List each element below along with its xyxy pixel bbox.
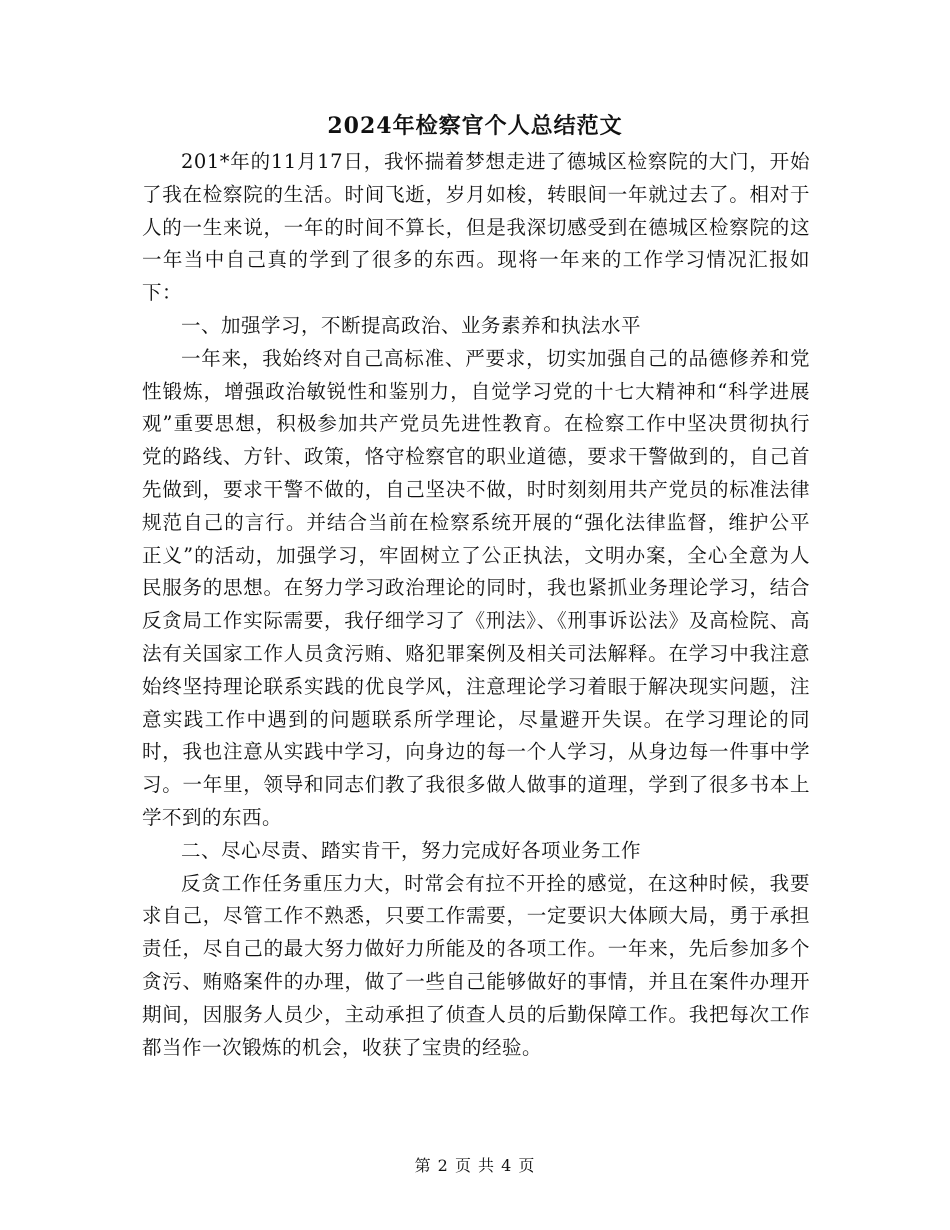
section-2-paragraph: 反贪工作任务重压力大，时常会有拉不开拴的感觉，在这种时候，我要求自己，尽管工作不熟悉，只要工作需要，一定要识大体顾大局，勇于承担责任，尽自己的最大努力做好力所能及的各项工作。一年来，先后参加多个贪污、贿赂案件的办理，做了一些自己能够做好的事情，并且在案件办理开期间，因服务人员少，主动承担了侦查人员的后勤保障工作。我把每次工作都当作一次锻炼的机会，收获了宝贵的经验。 [142,871,810,1059]
document-title: 2024年检察官个人总结范文 [327,113,623,139]
intro-paragraph: 201*年的11月17日，我怀揣着梦想走进了德城区检察院的大门，开始了我在检察院的生活。时间飞逝，岁月如梭，转眼间一年就过去了。相对于人的一生来说，一年的时间不算长，但是我深切感受到在德城区检察院的这一年当中自己真的学到了很多的东西。现将一年来的工作学习情况汇报如下： [142,150,810,305]
section-heading-1: 一、加强学习，不断提高政治、业务素养和执法水平 [181,313,642,337]
section-1-paragraph: 一年来，我始终对自己高标准、严要求，切实加强自己的品德修养和党性锻炼，增强政治敏锐性和鉴别力，自觉学习党的十七大精神和“科学进展观”重要思想，积极参加共产党员先进性教育。在检察工作中坚决贯彻执行党的路线、方针、政策，恪守检察官的职业道德，要求干警做到的，自己首先做到，要求干警不做的，自己坚决不做，时时刻刻用共产党员的标准法律规范自己的言行。并结合当前在检察系统开展的“强化法律监督，维护公平正义”的活动，加强学习，牢固树立了公正执法，文明办案，全心全意为人民服务的思想。在努力学习政治理论的同时，我也紧抓业务理论学习，结合反贪局工作实际需要，我仔细学习了《刑法》、《刑事诉讼法》及高检院、高法有关国家工作人员贪污贿、赂犯罪案例及相关司法解释。在学习中我注意始终坚持理论联系实践的优良学风，注意理论学习着眼于解决现实问题，注意实践工作中遇到的问题联系所学理论，尽量避开失误。在学习理论的同时，我也注意从实践中学习，向身边的每一个人学习，从身边每一件事中学习。一年里，领导和同志们教了我很多做人做事的道理，学到了很多书本上学不到的东西。 [142,346,810,829]
document-body [142,146,810,1064]
page-footer: 第 2 页 共 4 页 [414,1156,536,1175]
section-heading-2: 二、尽心尽责、踏实肯干，努力完成好各项业务工作 [181,838,642,862]
